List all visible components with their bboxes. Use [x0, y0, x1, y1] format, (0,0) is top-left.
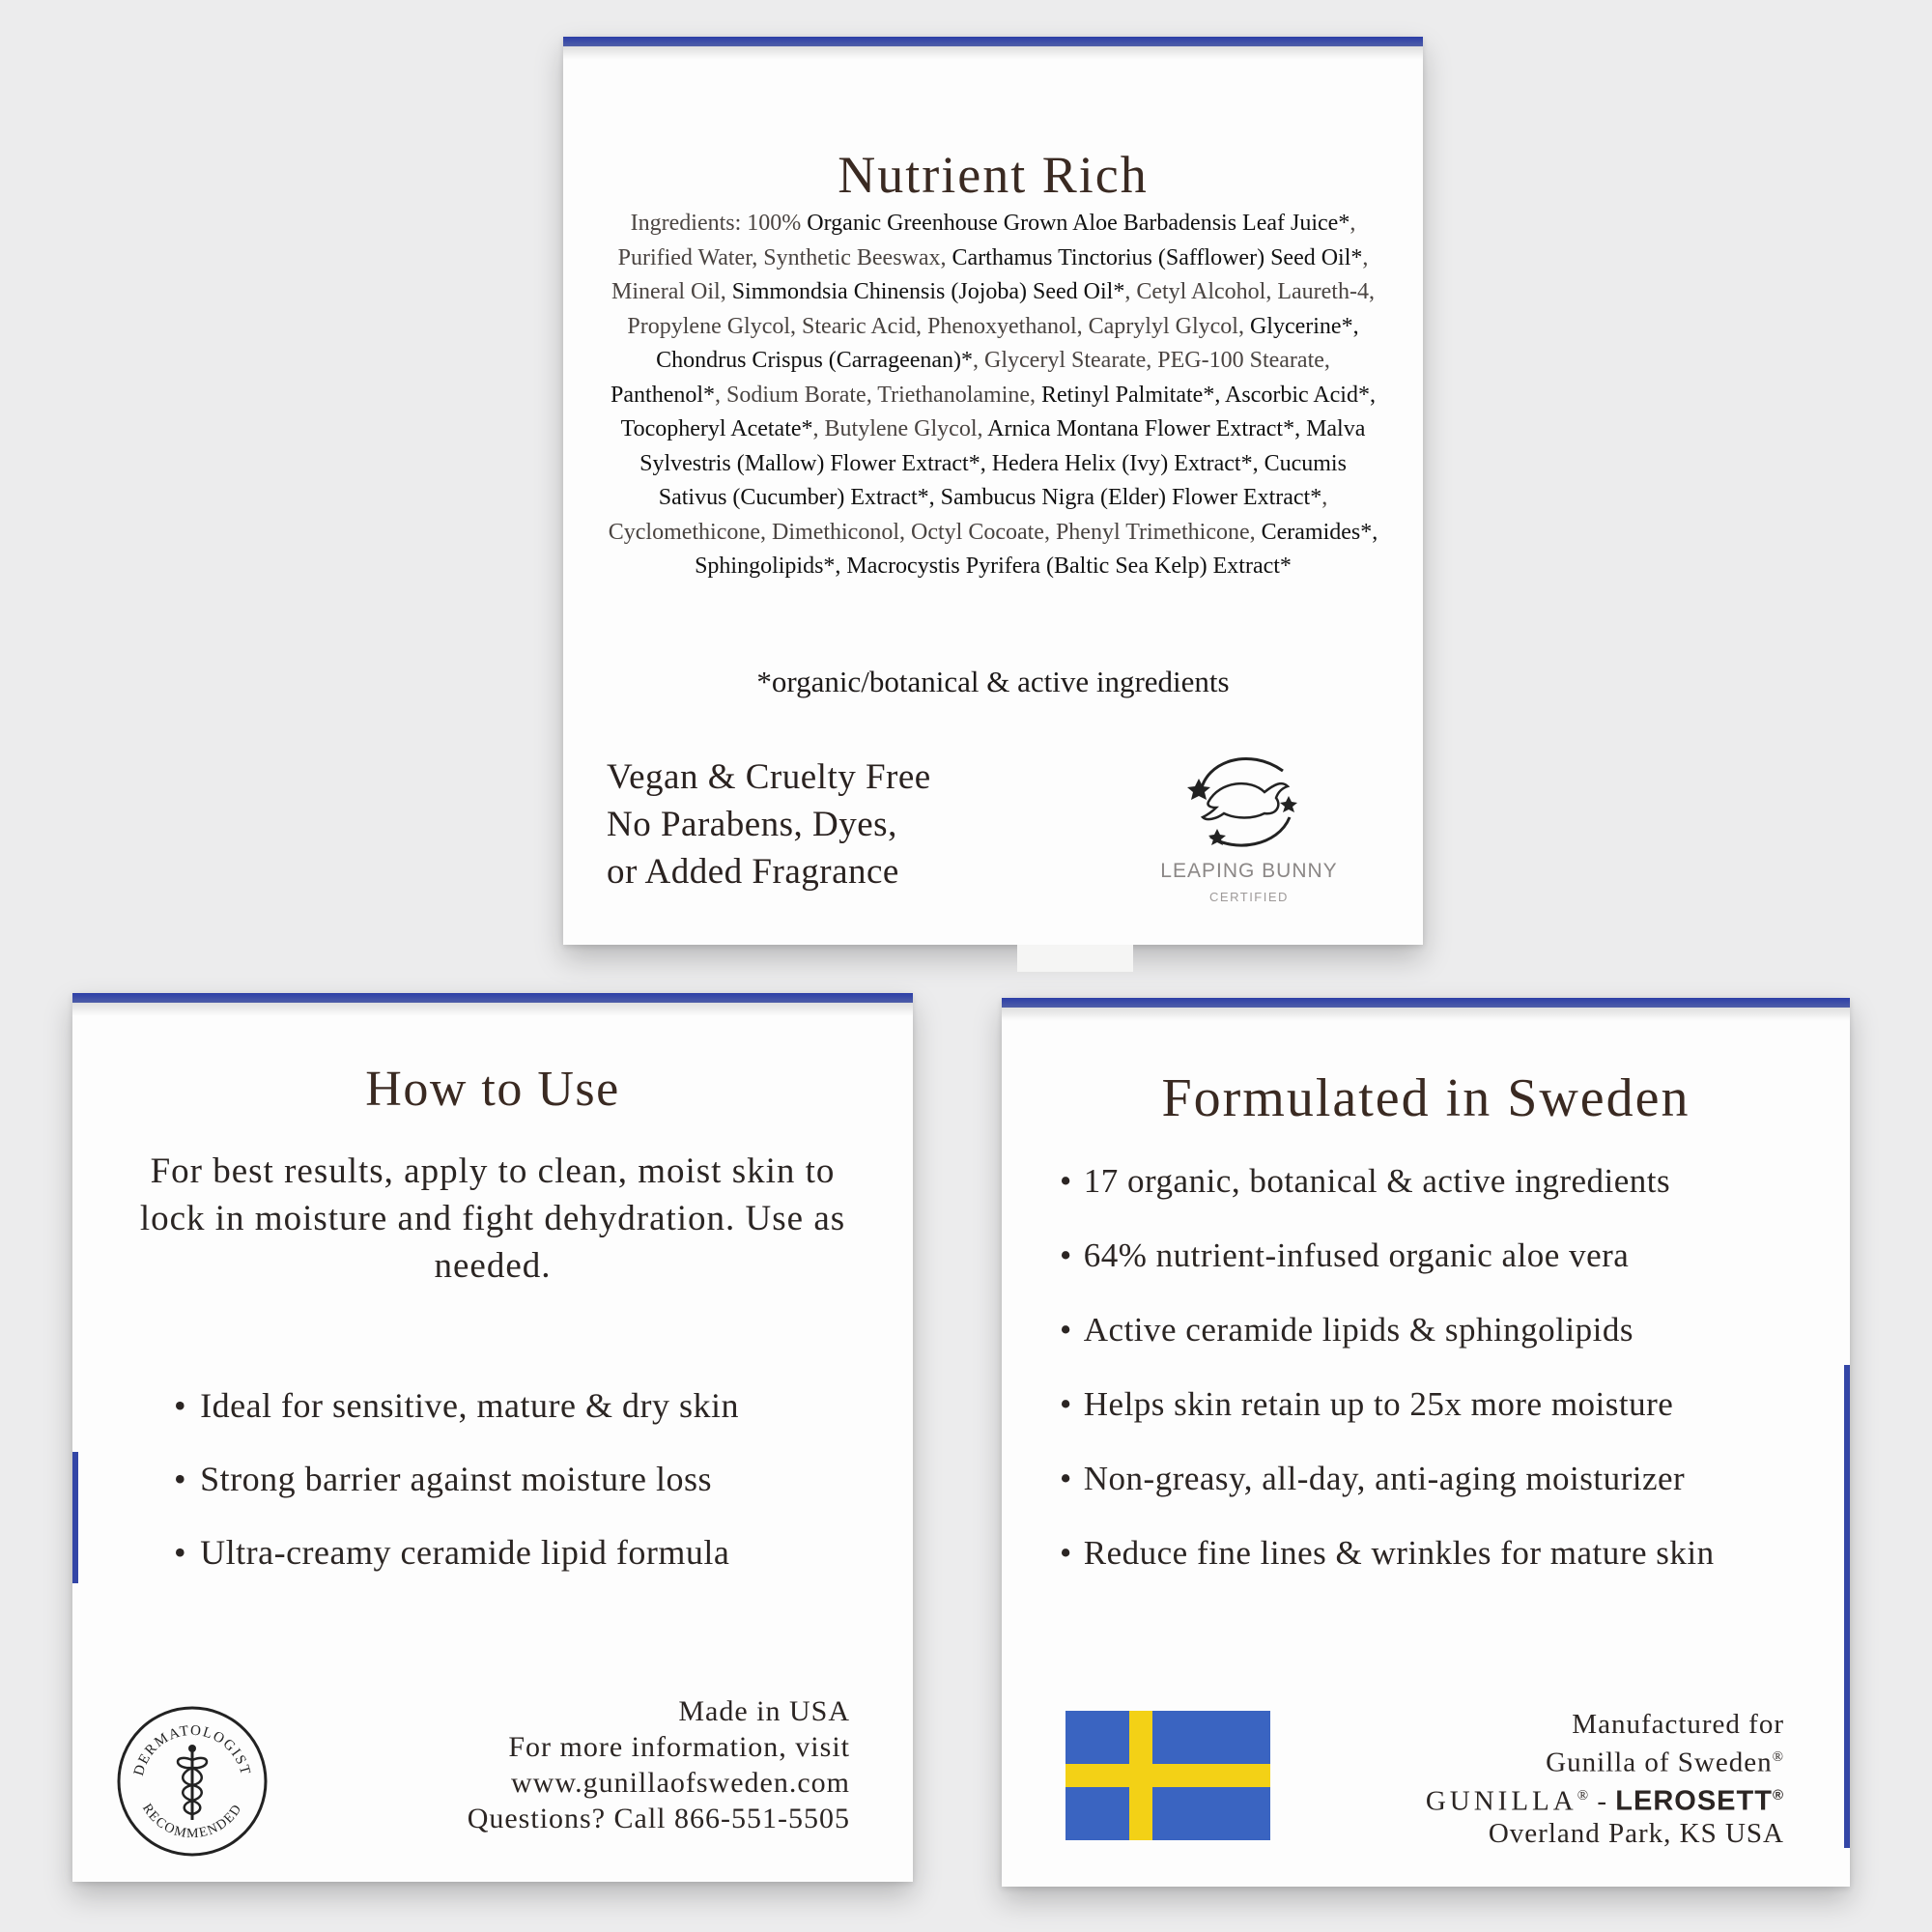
leaping-bunny-icon	[1181, 742, 1307, 858]
formulated-title: Formulated in Sweden	[1161, 1068, 1690, 1128]
ingredient-text: , Cyclomethicone, Dimethiconol, Octyl Cocoate, Phenyl Trimethicone,	[608, 485, 1328, 545]
list-item: • Non-greasy, all-day, anti-aging moisturizer	[1060, 1460, 1715, 1534]
ingredient-highlight: Ceramides*, Sphingolipids*, Macrocystis Pyrifera (Baltic Sea Kelp) Extract*	[695, 519, 1378, 579]
claim-line: Vegan & Cruelty Free	[607, 757, 931, 797]
claims-block	[607, 753, 931, 895]
claim-line: No Parabens, Dyes,	[607, 805, 897, 844]
svg-text:DERMATOLOGIST: DERMATOLOGIST	[130, 1722, 254, 1778]
ingredients-footnote: *organic/botanical & active ingredients	[756, 665, 1230, 698]
top-box-panel	[563, 37, 1423, 945]
ingredient-text: , Mineral Oil,	[611, 244, 1369, 304]
manufacturer-info	[1426, 1708, 1784, 1850]
manufactured-for-text: Manufactured for	[1572, 1709, 1784, 1740]
ingredient-text: , Butylene Glycol,	[812, 416, 988, 441]
how-to-use-title: How to Use	[365, 1062, 620, 1117]
right-box-panel	[1002, 998, 1850, 1887]
list-item: • Ultra-creamy ceramide lipid formula	[174, 1532, 739, 1605]
ingredient-highlight: Arnica Montana Flower Extract*, Malva Sylvestris (Mallow) Flower Extract*, Hedera Helix (Ivy) Extract*, Cucumis Sativus (Cucumber) Extract*, Sambucus Nigra (Elder) Flower Extract*	[639, 416, 1366, 510]
left-box-panel	[72, 993, 913, 1882]
list-item: • 64% nutrient-infused organic aloe vera	[1060, 1236, 1715, 1311]
phone-text: Questions? Call 866-551-5505	[467, 1803, 850, 1834]
box-rim	[72, 993, 913, 1003]
box-rim	[563, 37, 1423, 46]
usage-instructions: For best results, apply to clean, moist skin to lock in moisture and fight dehydration. Use as needed.	[139, 1151, 846, 1286]
ingredient-highlight: Simmondsia Chinensis (Jojoba) Seed Oil*	[731, 279, 1125, 304]
ingredient-text: , Purified Water, Synthetic Beeswax,	[617, 211, 1356, 270]
ingredient-text: Ingredients: 100%	[630, 211, 808, 236]
ingredient-text: , Sodium Borate, Triethanolamine,	[715, 382, 1042, 408]
features-list	[1060, 1162, 1715, 1608]
claim-line: or Added Fragrance	[607, 852, 899, 892]
ingredient-text: , Cetyl Alcohol, Laureth-4, Propylene Glycol, Stearic Acid, Phenoxyethanol, Caprylyl Glycol,	[627, 279, 1375, 339]
ingredient-highlight: Retinyl Palmitate*, Ascorbic Acid*, Tocopheryl Acetate*	[620, 382, 1376, 441]
website-text: www.gunillaofsweden.com	[511, 1767, 850, 1799]
info-text: For more information, visit	[508, 1731, 850, 1763]
ingredient-highlight: Organic Greenhouse Grown Aloe Barbadensis Leaf Juice*	[807, 211, 1350, 236]
contact-info	[468, 1693, 850, 1836]
ingredient-highlight: Carthamus Tinctorius (Safflower) Seed Oil*	[952, 244, 1363, 270]
list-item: • Reduce fine lines & wrinkles for mature skin	[1060, 1534, 1715, 1608]
leaping-bunny-label: LEAPING BUNNY	[1160, 860, 1338, 882]
address-text: Overland Park, KS USA	[1488, 1818, 1784, 1850]
top-box-title: Nutrient Rich	[838, 146, 1149, 204]
box-rim	[1002, 998, 1850, 1008]
company-name: Gunilla of Sweden®	[1546, 1747, 1784, 1778]
list-item: • Strong barrier against moisture loss	[174, 1459, 739, 1532]
benefits-list	[174, 1385, 739, 1605]
made-in-text: Made in USA	[678, 1695, 850, 1727]
ingredient-highlight: Panthenol*	[611, 382, 716, 408]
ingredients-list	[604, 207, 1382, 584]
list-item: • Ideal for sensitive, mature & dry skin	[174, 1385, 739, 1459]
list-item: • Helps skin retain up to 25x more moisture	[1060, 1385, 1715, 1460]
list-item: • 17 organic, botanical & active ingredients	[1060, 1162, 1715, 1236]
svg-text:RECOMMENDED: RECOMMENDED	[138, 1801, 246, 1842]
ingredient-highlight: Glycerine*, Chondrus Crispus (Carrageenan)*	[656, 313, 1359, 373]
ingredient-text: , Glyceryl Stearate, PEG-100 Stearate,	[973, 348, 1330, 373]
leaping-bunny-sublabel: CERTIFIED	[1209, 890, 1289, 904]
dermatologist-recommended-seal-icon	[115, 1704, 270, 1859]
swedish-flag-icon	[1065, 1711, 1270, 1840]
list-item: • Active ceramide lipids & sphingolipids	[1060, 1311, 1715, 1385]
brand-line: GUNILLA® - LEROSETT®	[1425, 1785, 1784, 1817]
